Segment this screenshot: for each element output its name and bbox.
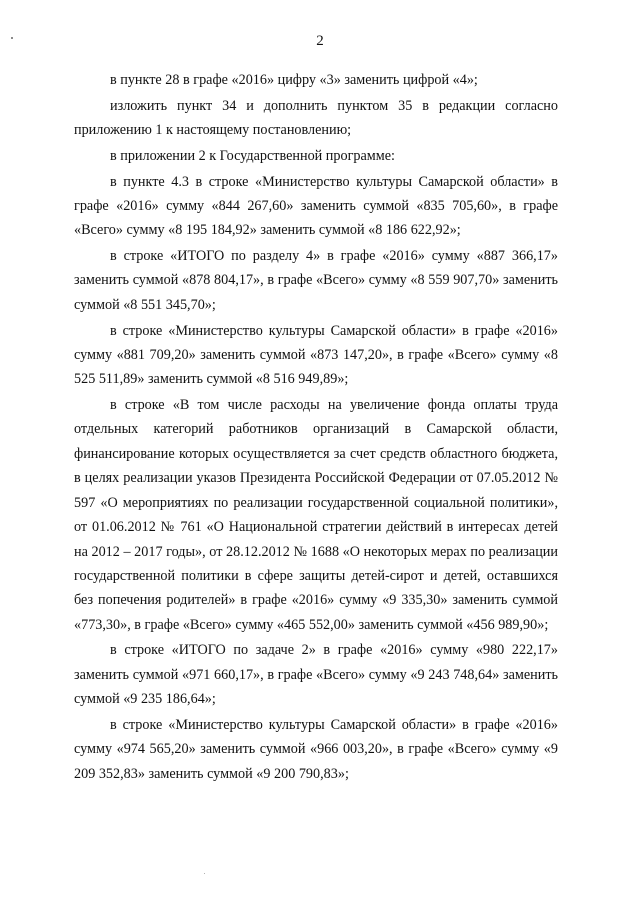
scan-speck xyxy=(204,873,205,874)
paragraph-8: в строке «ИТОГО по задаче 2» в графе «2016» сумму «980 222,17» заменить суммой «971 660,17», в графе «Всего» сумму «9 243 748,64» заменить суммой «9 235 186,64»; xyxy=(74,642,558,708)
paragraph-4: в пункте 4.3 в строке «Министерство культуры Самарской области» в графе «2016» сумму «844 267,60» заменить суммой «835 705,60», в графе «Всего» сумму «8 195 184,92» заменить суммой «8 186 622,92»; xyxy=(74,173,558,239)
paragraph-9: в строке «Министерство культуры Самарской области» в графе «2016» сумму «974 565,20» заменить суммой «966 003,20», в графе «Всего» сумму «9 209 352,83» заменить суммой «9 200 790,83»; xyxy=(74,716,558,782)
paragraph-2: изложить пункт 34 и дополнить пунктом 35 в редакции согласно приложению 1 к настоящему постановлению; xyxy=(74,97,558,139)
document-body xyxy=(74,68,558,787)
paragraph-1: в пункте 28 в графе «2016» цифру «3» заменить цифрой «4»; xyxy=(110,72,478,88)
paragraph-7: в строке «В том числе расходы на увеличение фонда оплаты труда отдельных категорий работников организаций в Самарской области, финансирование которых осуществляется за счет средств областного бюджета, в целях реализации указов Президента Российской Федерации от 07.05.2012 № 597 «О мероприятиях по реализации государственной социальной политики», от 01.06.2012 № 761 «О Национальной стратегии действий в интересах детей на 2012 – 2017 годы», от 28.12.2012 № 1688 «О некоторых мерах по реализации государственной политики в сфере защиты детей-сирот и детей, оставшихся без попечения родителей» в графе «2016» сумму «9 335,30» заменить суммой «773,30», в графе «Всего» сумму «465 552,00» заменить суммой «456 989,90»; xyxy=(74,397,558,633)
paragraph-5: в строке «ИТОГО по разделу 4» в графе «2016» сумму «887 366,17» заменить суммой «878 804,17», в графе «Всего» сумму «8 559 907,70» заменить суммой «8 551 345,70»; xyxy=(74,248,558,313)
paragraph-6: в строке «Министерство культуры Самарской области» в графе «2016» сумму «881 709,20» заменить суммой «873 147,20», в графе «Всего» сумму «8 525 511,89» заменить суммой «8 516 949,89»; xyxy=(74,322,558,388)
paragraph-3: в приложении 2 к Государственной программе: xyxy=(110,147,395,164)
page-number: 2 xyxy=(316,33,324,49)
